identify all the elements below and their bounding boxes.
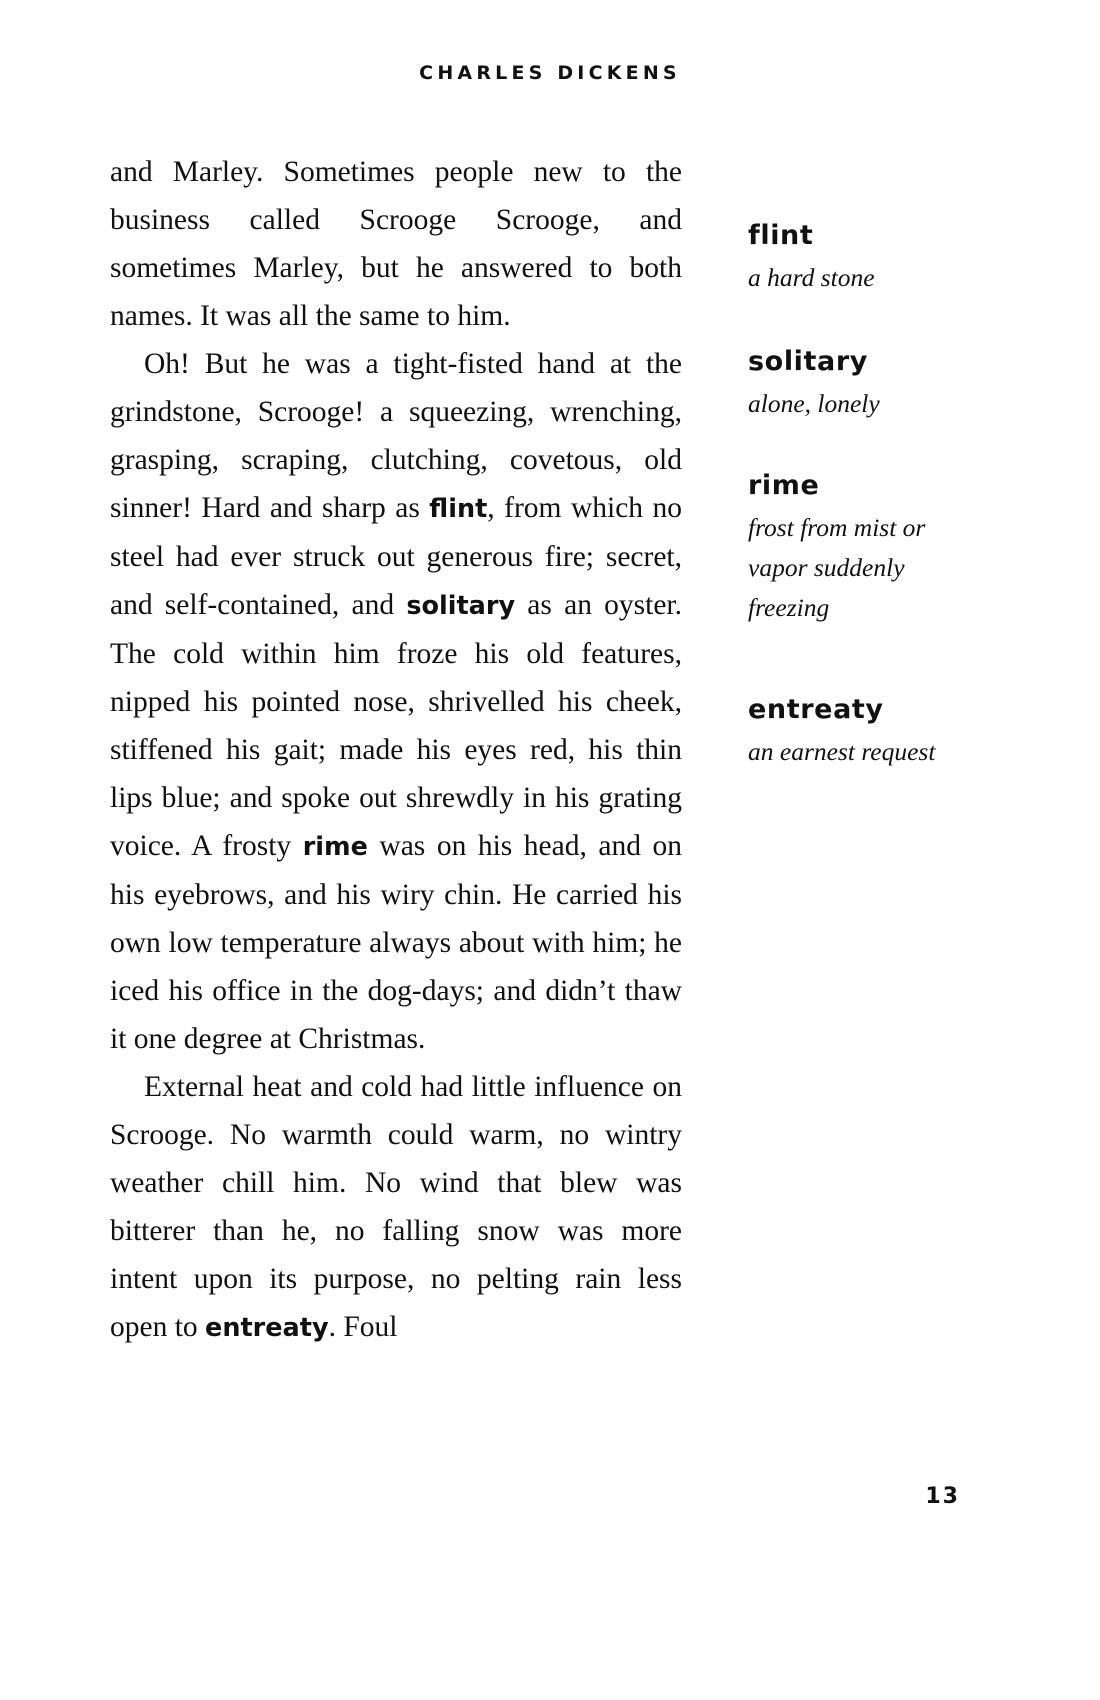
glossary-term: entreaty [748, 694, 884, 725]
glossary-entry [748, 220, 958, 298]
vocab-term-inline: entreaty [205, 1313, 329, 1343]
glossary-entry [748, 346, 958, 424]
running-head: CHARLES DICKENS [419, 62, 681, 84]
glossary-definition: an earnest request [748, 737, 936, 766]
page-number: 13 [925, 1484, 960, 1509]
glossary-term: solitary [748, 346, 868, 377]
paragraph-1: and Marley. Sometimes people new to the business called Scrooge Scrooge, and sometimes Marley, but he answered to both names. It was all the same to him. [110, 156, 682, 332]
main-text-column [110, 148, 682, 1352]
glossary-term: rime [748, 470, 820, 501]
paragraph-3: External heat and cold had little influence on Scrooge. No warmth could warm, no wintry weather chill him. No wind that blew was bitterer than he, no falling snow was more intent upon its purpose, no pelting rain less open to entreaty. Foul [110, 1071, 682, 1343]
glossary-term: flint [748, 220, 814, 251]
paragraph-2: Oh! But he was a tight-fisted hand at the grindstone, Scrooge! a squeezing, wrenching, grasping, scraping, clutching, covetous, old sinner! Hard and sharp as flint, from which no steel had ever struck out generous fire; secret, and self-contained, and solitary as an oyster. The cold within him froze his old features, nipped his pointed nose, shrivelled his cheek, stiffened his gait; made his eyes red, his thin lips blue; and spoke out shrewdly in his grating voice. A frosty rime was on his head, and on his eyebrows, and his wiry chin. He carried his own low temperature always about with him; he iced his office in the dog-days; and didn’t thaw it one degree at Christmas. [110, 348, 683, 1055]
glossary-definition: frost from mist or vapor suddenly freezing [748, 513, 926, 622]
glossary-definition: alone, lonely [748, 389, 880, 418]
glossary-entry [748, 470, 958, 628]
vocab-term-inline: solitary [406, 591, 516, 621]
vocab-term-inline: flint [429, 494, 488, 524]
glossary-sidebar [748, 148, 958, 812]
glossary-entry [748, 694, 958, 772]
glossary-definition: a hard stone [748, 263, 875, 292]
vocab-term-inline: rime [302, 832, 368, 862]
